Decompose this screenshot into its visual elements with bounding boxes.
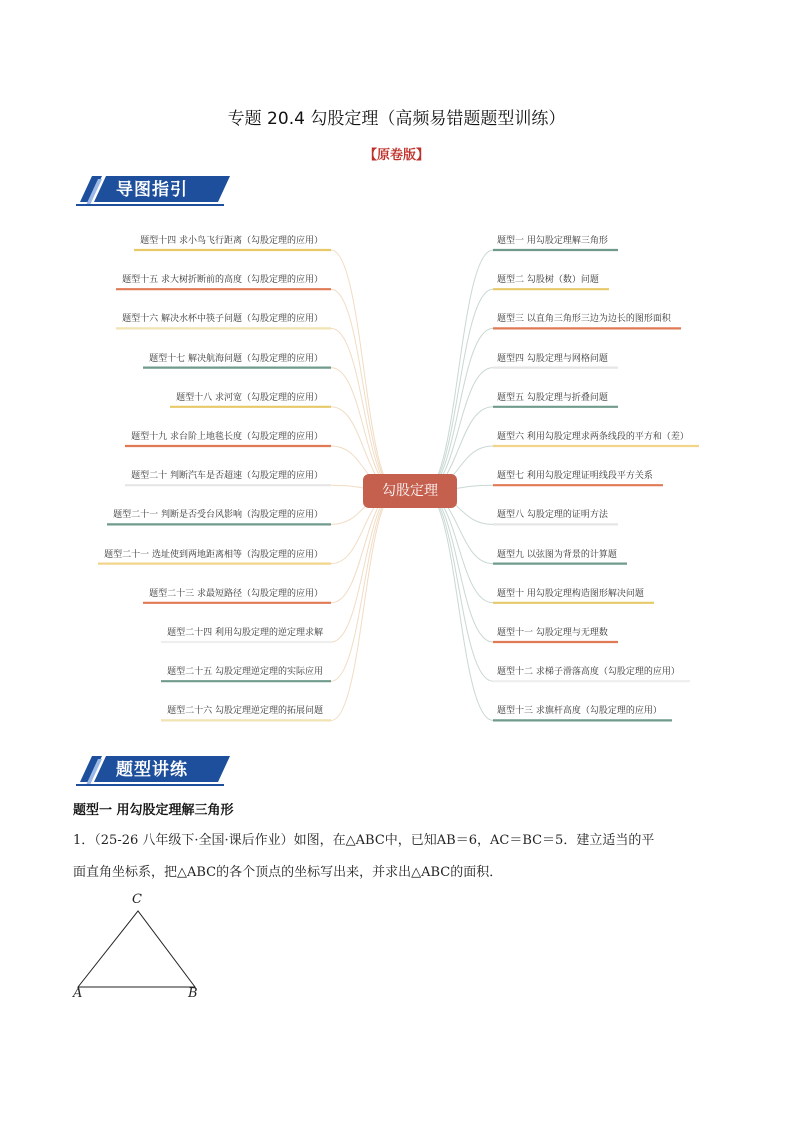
- mindmap-right-item: 题型十 用勾股定理构造图形解决问题: [497, 588, 644, 599]
- mindmap-right-item: 题型三 以直角三角形三边为边长的图形面积: [497, 314, 671, 325]
- mindmap-left-item: 题型二十一 选址使到两地距离相等（沟股定理的应用）: [104, 549, 323, 560]
- mindmap-right-item: 题型六 利用勾股定理求两条线段的平方和（差）: [497, 432, 689, 442]
- question-line-2: 面直角坐标系，把△ABC的各个顶点的坐标写出来，并求出△ABC的面积．: [73, 865, 503, 880]
- mindmap-left-item: 题型二十六 勾股定理逆定理的拓展问题: [167, 706, 323, 717]
- vertex-c-label: C: [132, 892, 142, 907]
- mindmap-right-item: 题型五 勾股定理与折叠问题: [497, 392, 608, 403]
- question-line-1: 1．（25-26 八年级下·全国·课后作业）如图，在△ABC中，已知AB＝6，AC＝BC＝5．建立适当的平: [73, 833, 655, 848]
- mindmap-right-item: 题型四 勾股定理与网格问题: [497, 353, 608, 364]
- mindmap-left-item: 题型十五 求大树折断前的高度（勾股定理的应用）: [122, 275, 323, 286]
- mindmap-right-item: 题型八 勾股定理的证明方法: [497, 510, 608, 521]
- mindmap-right-item: 题型二 勾股树（数）问题: [497, 275, 599, 286]
- mindmap-left-item: 题型十四 求小鸟飞行距离（勾股定理的应用）: [140, 236, 323, 246]
- mindmap-left-item: 题型二十四 利用勾股定理的逆定理求解: [167, 628, 323, 638]
- edition-label: 【原卷版】: [363, 148, 429, 163]
- mindmap-left-item: 题型二十一 判断是否受台风影响（沟股定理的应用）: [113, 510, 323, 521]
- mindmap-right-item: 题型十一 勾股定理与无理数: [497, 628, 608, 638]
- vertex-a-label: A: [73, 986, 83, 1001]
- mindmap-right-item: 题型七 利用勾股定理证明线段平方关系: [497, 471, 653, 482]
- mindmap-right-item: 题型一 用勾股定理解三角形: [497, 236, 608, 246]
- practice-banner-label: 题型讲练: [116, 760, 188, 780]
- mindmap-right-item: 题型十三 求旗杆高度（勾股定理的应用）: [497, 706, 662, 717]
- mindmap-left-item: 题型十七 解决航海问题（勾股定理的应用）: [149, 353, 323, 364]
- mindmap-center-node: 勾股定理: [363, 474, 457, 508]
- mindmap-right-item: 题型九 以弦图为背景的计算题: [497, 549, 617, 560]
- mindmap-left-item: 题型十六 解决水杯中筷子问题（勾股定理的应用）: [122, 314, 323, 325]
- mindmap-left-item: 题型二十五 勾股定理逆定理的实际应用: [167, 667, 323, 678]
- mindmap-left-item: 题型十八 求河宽（勾股定理的应用）: [176, 392, 323, 403]
- section-heading: 题型一 用勾股定理解三角形: [73, 803, 234, 818]
- mindmap-banner-label: 导图指引: [116, 180, 188, 200]
- mindmap-left-item: 题型二十 判断汽车是否超速（勾股定理的应用）: [131, 471, 323, 482]
- practice-banner: [72, 752, 232, 786]
- page-title: 专题 20.4 勾股定理（高频易错题题型训练）: [227, 109, 566, 129]
- mindmap-left-item: 题型二十三 求最短路径（勾股定理的应用）: [149, 588, 323, 599]
- vertex-b-label: B: [188, 986, 198, 1001]
- mindmap-right-item: 题型十二 求梯子滑落高度（勾股定理的应用）: [497, 667, 680, 678]
- mindmap-left-item: 题型十九 求台阶上地毯长度（勾股定理的应用）: [131, 432, 323, 442]
